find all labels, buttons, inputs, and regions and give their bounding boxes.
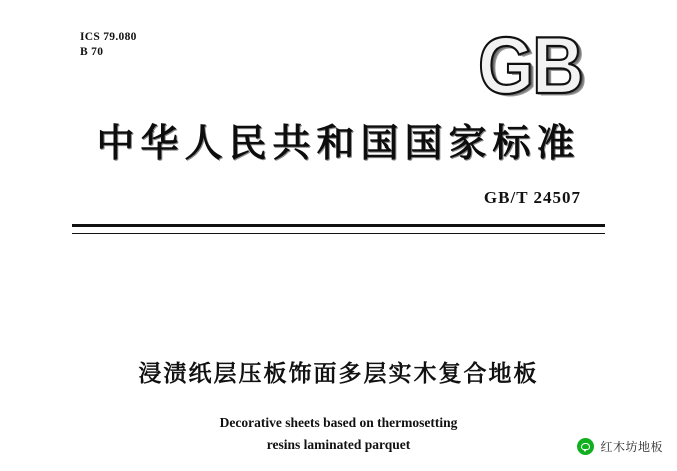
document-title-english-line2: resins laminated parquet xyxy=(266,437,411,452)
watermark-label: 红木坊地板 xyxy=(600,440,663,454)
document-title-english-line1: Decorative sheets based on thermosetting xyxy=(219,415,458,430)
page-title: 中华人民共和国国家标准 xyxy=(96,121,581,165)
document-title-english xyxy=(0,412,677,456)
ics-code: ICS 79.080 xyxy=(80,31,137,43)
divider-thick xyxy=(72,224,605,227)
document-title-chinese: 浸渍纸层压板饰面多层实木复合地板 xyxy=(138,361,539,387)
ics-category: B 70 xyxy=(80,46,104,58)
gb-emblem: GB xyxy=(478,21,582,112)
divider-thin xyxy=(72,233,605,234)
ics-classification-block xyxy=(80,30,137,60)
wechat-badge-icon xyxy=(577,438,594,455)
standard-number: GB/T 24507 xyxy=(483,188,581,207)
watermark xyxy=(577,438,663,455)
